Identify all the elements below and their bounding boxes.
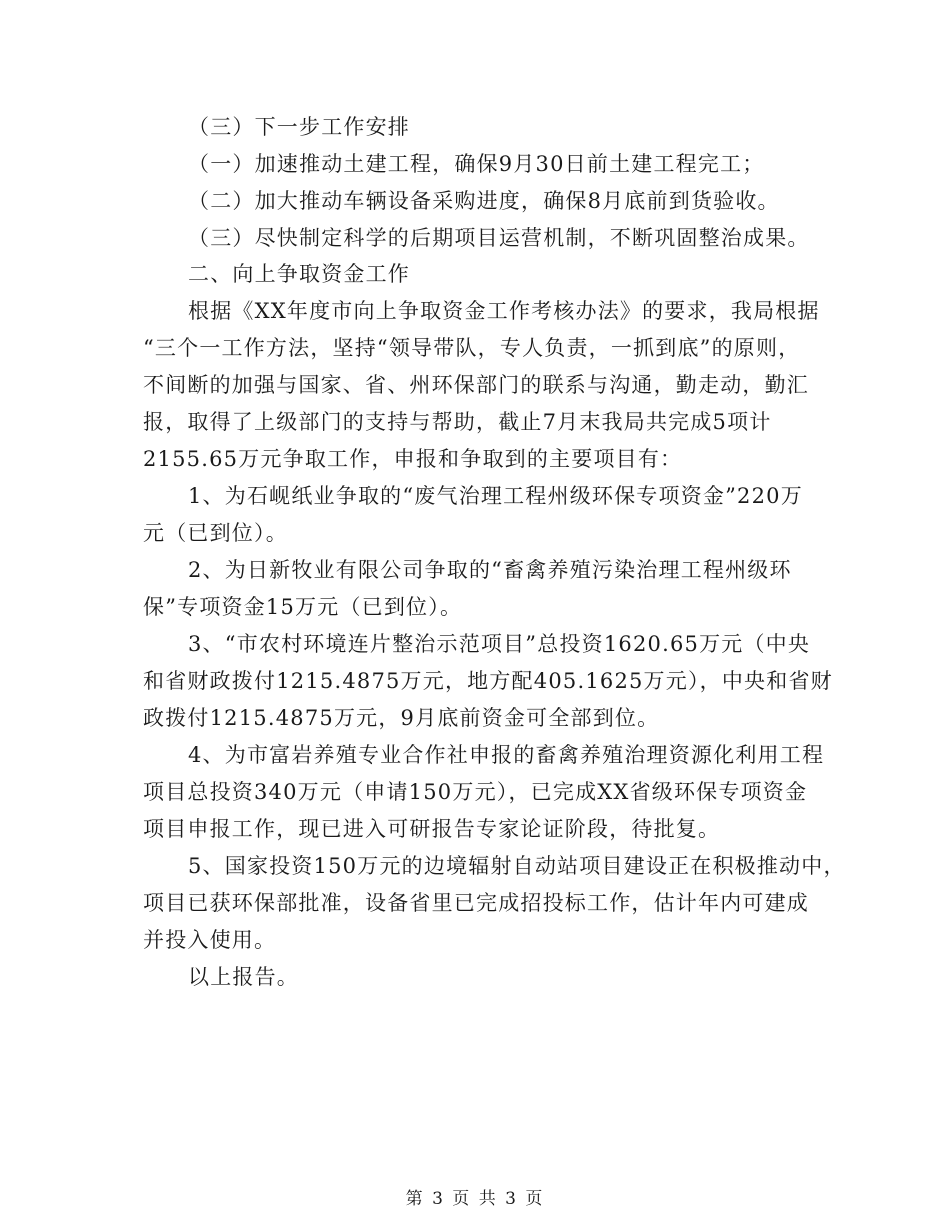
- list-item-line: 项目总投资340万元（申请150万元），已完成XX省级环保专项资金: [143, 780, 808, 804]
- list-item-line: 项目已获环保部批准，设备省里已完成招投标工作，估计年内可建成: [143, 891, 809, 915]
- list-item-line: 5、国家投资150万元的边境辐射自动站项目建设正在积极推动中，: [188, 854, 846, 878]
- section-heading: （三）下一步工作安排: [188, 115, 410, 139]
- section-heading: 二、向上争取资金工作: [188, 262, 410, 286]
- list-item-line: 元（已到位）。: [143, 521, 288, 545]
- list-item-line: 2、为日新牧业有限公司争取的“畜禽养殖污染治理工程州级环: [188, 558, 792, 582]
- list-item-line: 保”专项资金15万元（已到位）。: [143, 595, 463, 619]
- paragraph-line: （二）加大推动车辆设备采购进度，确保8月底前到货验收。: [188, 189, 780, 213]
- list-item-line: 项目申报工作，现已进入可研报告专家论证阶段，待批复。: [143, 817, 721, 841]
- page-number-footer: 第 3 页 共 3 页: [405, 1189, 545, 1209]
- list-item-line: 和省财政拨付1215.4875万元，地方配405.1625万元），中央和省财: [143, 669, 833, 693]
- list-item-line: 4、为市富岩养殖专业合作社申报的畜禽养殖治理资源化利用工程: [188, 743, 825, 767]
- list-item-line: 政拨付1215.4875万元，9月底前资金可全部到位。: [143, 706, 660, 730]
- list-item-line: 3、“市农村环境连片整治示范项目”总投资1620.65万元（中央: [188, 632, 811, 656]
- paragraph-line: 报，取得了上级部门的支持与帮助，截止7月末我局共完成5项计: [143, 410, 772, 434]
- paragraph-line: 不间断的加强与国家、省、州环保部门的联系与沟通，勤走动，勤汇: [143, 373, 809, 397]
- list-item-line: 1、为石岘纸业争取的“废气治理工程州级环保专项资金”220万: [188, 484, 803, 508]
- paragraph-line: （三）尽快制定科学的后期项目运营机制，不断巩固整治成果。: [188, 226, 810, 250]
- paragraph-line: “三个一工作方法，坚持“领导带队，专人负责，一抓到底”的原则，: [143, 336, 801, 360]
- paragraph-line: （一）加速推动土建工程，确保9月30日前土建工程完工；: [188, 152, 765, 176]
- closing-line: 以上报告。: [188, 965, 299, 989]
- list-item-line: 并投入使用。: [143, 928, 277, 952]
- paragraph-line: 2155.65万元争取工作，申报和争取到的主要项目有：: [143, 447, 683, 471]
- paragraph-line: 根据《XX年度市向上争取资金工作考核办法》的要求，我局根据: [188, 299, 820, 323]
